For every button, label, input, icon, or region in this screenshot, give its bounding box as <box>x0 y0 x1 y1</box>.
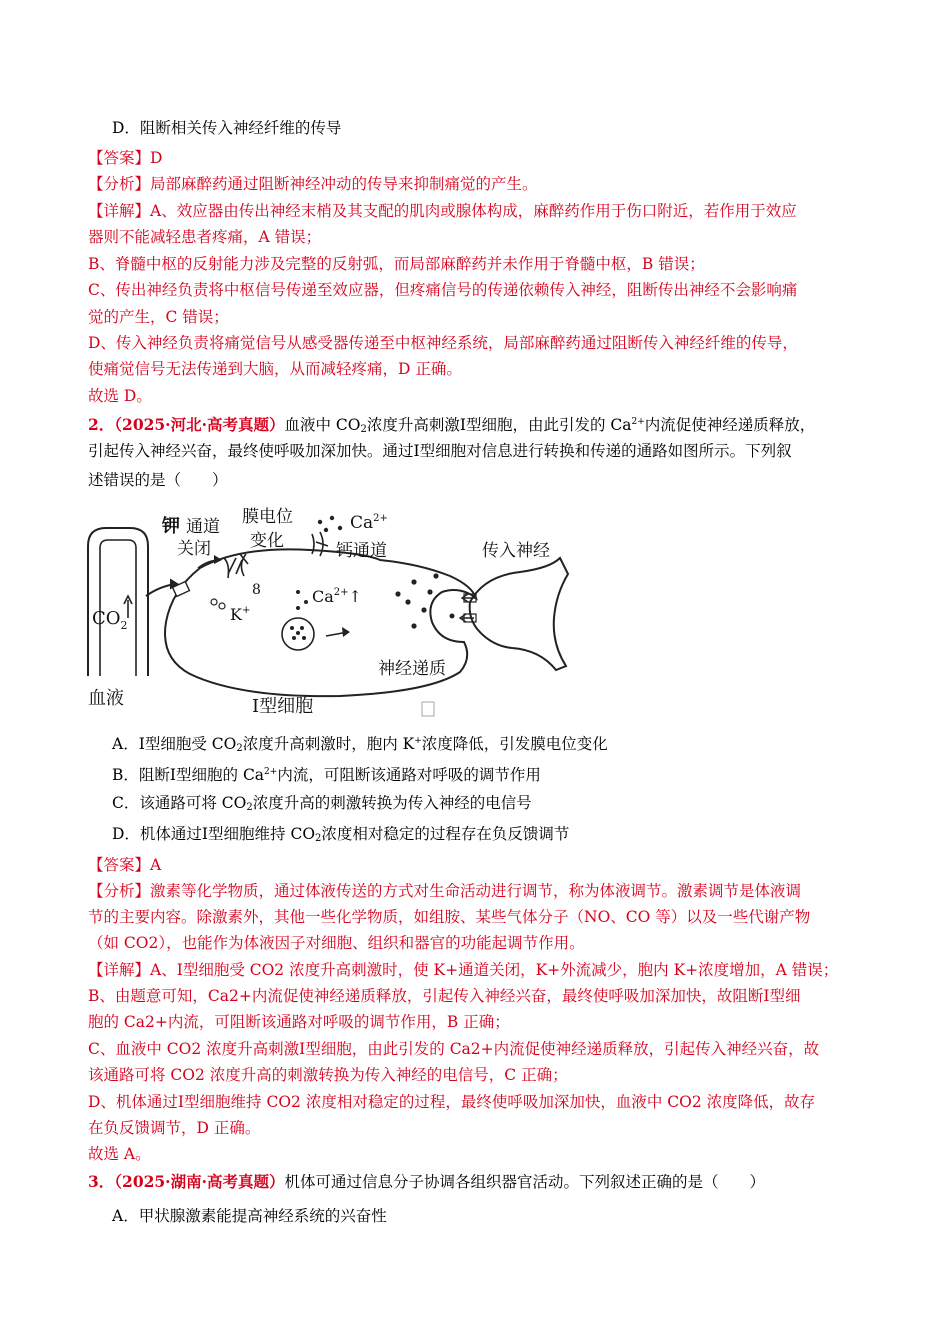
label-k-channel-2: 通道 <box>186 517 220 537</box>
q1-option-d: D．阻断相关传入神经纤维的传导 <box>112 119 342 137</box>
q2-stem <box>88 412 868 440</box>
q2-detail-line: C、血液中 CO2 浓度升高刺激Ⅰ型细胞，由此引发的 Ca2+内流促使神经递质释放，引起传入神经兴奋，故 <box>88 1040 820 1058</box>
q1-detail-line: D、传入神经负责将痛觉信号从感受器传递至中枢神经系统，局部麻醉药通过阻断传入神经纤维的传导， <box>88 334 798 352</box>
label-k-channel-3: 关闭 <box>177 539 211 559</box>
q1-answer: 【答案】D <box>88 149 163 167</box>
q2-stem-line-3: 述错误的是（ ） <box>88 471 228 489</box>
q2-stem-text: 血液中 CO <box>284 416 361 434</box>
q1-analysis: 【分析】局部麻醉药通过阻断神经冲动的传导来抑制痛觉的产生。 <box>88 175 538 193</box>
q2-stem-text: 内流促使神经递质释放， <box>644 416 816 434</box>
q2-stem-text: 浓度升高刺激Ⅰ型细胞，由此引发的 Ca <box>366 416 632 434</box>
label-ca-top: $Ca^{2+}$ <box>350 513 388 533</box>
q2-analysis-line: （如 CO2），也能作为体液因子对细胞、组织和器官的功能起调节作用。 <box>88 934 585 952</box>
q1-detail-line: C、传出神经负责将中枢信号传递至效应器，但疼痛信号的传递依赖传入神经，阻断传出神经不会影响痛 <box>88 281 798 299</box>
label-afferent-nerve: 传入神经 <box>482 541 550 561</box>
q2-analysis-line: 节的主要内容。除激素外，其他一些化学物质，如组胺、某些气体分子（NO、CO 等）以及一些代谢产物 <box>88 908 811 926</box>
q2-detail-line: 在负反馈调节，D 正确。 <box>88 1119 261 1137</box>
q3-number: 3． <box>88 1172 115 1191</box>
q2-detail-line: B、由题意可知，Ca2+内流促使神经递质释放，引起传入神经兴奋，最终使呼吸加深加快，故阻断Ⅰ型细 <box>88 987 801 1005</box>
k-plus-8-glyph: 8 <box>252 582 261 598</box>
label-membrane-1: 膜电位 <box>242 507 293 527</box>
label-k-channel-1: 钾 <box>162 516 180 537</box>
label-ca-channel: 钙通道 <box>336 541 387 561</box>
q2-detail-line: 故选 A。 <box>88 1145 151 1163</box>
q2-option-c: C．该通路可将 $CO_2$浓度升高的刺激转换为传入神经的电信号 <box>112 794 532 813</box>
q2-number: 2． <box>88 415 115 434</box>
label-membrane-2: 变化 <box>250 531 284 551</box>
placeholder-box <box>422 702 434 716</box>
q3-stem <box>88 1172 868 1192</box>
q2-stem-sup: 2+ <box>631 417 645 427</box>
q3-source: （2025·湖南·高考真题） <box>114 1172 285 1191</box>
q2-detail-line: 该通路可将 CO2 浓度升高的刺激转换为传入神经的电信号，C 正确； <box>88 1066 568 1084</box>
co2-label: $CO_2$ <box>92 608 128 632</box>
q2-stem-sub: 2 <box>360 424 367 435</box>
q3-stem-text: 机体可通过信息分子协调各组织器官活动。下列叙述正确的是（ ） <box>284 1173 765 1191</box>
label-neurotransmitter: 神经递质 <box>378 659 446 679</box>
q1-detail-line: 器则不能减轻患者疼痛，A 错误； <box>88 228 322 246</box>
label-blood: 血液 <box>88 688 124 709</box>
q2-answer: 【答案】A <box>88 856 162 874</box>
q1-detail-line: 觉的产生，C 错误； <box>88 308 229 326</box>
afferent-nerve-terminal <box>470 558 568 670</box>
label-k-ion: K+ <box>230 605 251 624</box>
q1-detail-line: 故选 D。 <box>88 387 152 405</box>
label-type-i-cell: Ⅰ型细胞 <box>252 696 314 717</box>
blood-vessel <box>88 528 148 676</box>
q2-detail-line: 【详解】A、Ⅰ型细胞受 CO2 浓度升高刺激时，使 K+通道关闭，K+外流减少，胞内 K+浓度增加，A 错误； <box>88 961 839 979</box>
q2-option-d: D．机体通过Ⅰ型细胞维持 $CO_2$浓度相对稳定的过程存在负反馈调节 <box>112 825 570 844</box>
q1-detail-line: 使痛觉信号无法传递到大脑，从而减轻疼痛，D 正确。 <box>88 360 462 378</box>
type-i-cell-diagram <box>80 498 640 720</box>
q2-source: （2025·河北·高考真题） <box>114 415 285 434</box>
q1-detail-line: 【详解】A、效应器由传出神经末梢及其支配的肌肉或腺体构成，麻醉药作用于伤口附近，若作用于效应 <box>88 202 797 220</box>
q2-option-a: A．Ⅰ型细胞受 $CO_2$浓度升高刺激时，胞内 K+浓度降低，引发膜电位变化 <box>112 735 608 754</box>
q2-detail-line: 胞的 Ca2+内流，可阻断该通路对呼吸的调节作用，B 正确； <box>88 1013 510 1031</box>
q2-analysis-line: 【分析】激素等化学物质，通过体液传送的方式对生命活动进行调节，称为体液调节。激素调节是体液调 <box>88 882 802 900</box>
q2-option-b: B．阻断Ⅰ型细胞的 $Ca^{2+}$内流，可阻断该通路对呼吸的调节作用 <box>112 766 541 784</box>
q1-detail-line: B、脊髓中枢的反射能力涉及完整的反射弧，而局部麻醉药并未作用于脊髓中枢，B 错误； <box>88 255 705 273</box>
label-ca-inner: $Ca^{2+}↑$ <box>312 587 362 606</box>
q2-stem-line-2: 引起传入神经兴奋，最终使呼吸加深加快。通过Ⅰ型细胞对信息进行转换和传递的通路如图所示。下列叙 <box>88 442 792 460</box>
q2-detail-line: D、机体通过Ⅰ型细胞维持 CO2 浓度相对稳定的过程，最终使呼吸加深加快，血液中 CO2 浓度降低，故存 <box>88 1093 816 1111</box>
q3-option-a: A．甲状腺激素能提高神经系统的兴奋性 <box>112 1207 387 1225</box>
